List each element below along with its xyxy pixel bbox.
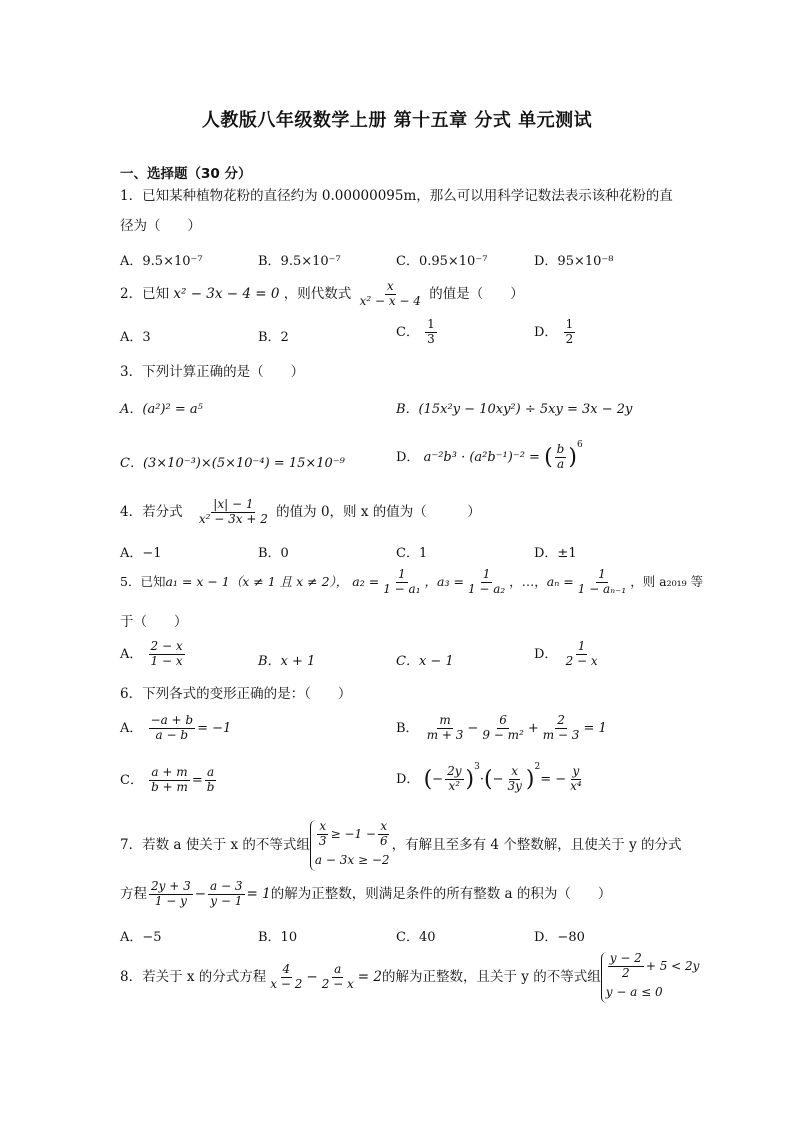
question-6-option-b[interactable] <box>396 714 607 743</box>
question-6-option-d-paren-open-2: ( <box>483 767 493 792</box>
question-6-option-d-fraction-3-denominator: x⁴ <box>570 779 582 793</box>
question-7-equation-fraction-1-denominator: 1 − y <box>154 893 187 908</box>
question-7-equation-fraction-2-numerator: a − 3 <box>210 879 243 893</box>
question-6-option-b-fraction-2-numerator: 6 <box>499 713 507 727</box>
question-7-equation-fraction-2 <box>208 880 244 909</box>
question-5-a1: a₁ = x − 1（x ≠ 1 且 x ≠ 2）， <box>165 573 349 589</box>
question-7-option-d[interactable]: D．−80 <box>534 930 585 945</box>
question-7-inequality-1-mid: ≥ −1 − <box>330 826 376 841</box>
question-4-prefix: 4．若分式 <box>120 503 183 520</box>
question-5-a3-numerator: 1 <box>482 567 491 581</box>
question-2-option-c-label: C． <box>396 324 419 340</box>
question-3-option-d-left-paren: ( <box>544 445 553 470</box>
question-8-prefix: 8．若关于 x 的分式方程 <box>120 968 267 985</box>
question-4-fraction-numerator: |x| − 1 <box>213 497 254 511</box>
question-6-option-b-fraction-1-denominator: m + 3 <box>426 727 464 742</box>
question-8-inequality-1-numerator: y − 2 <box>609 951 642 965</box>
question-3-option-d-right-paren: ) <box>568 445 577 470</box>
question-4-option-d[interactable]: D．±1 <box>534 546 577 561</box>
question-4-fraction-denominator: x² − 3x + 2 <box>198 511 268 526</box>
question-6-option-a-label: A． <box>120 720 143 736</box>
question-5-a3-denominator: 1 − a₂ <box>467 581 506 596</box>
question-7-stem-line1 <box>120 820 682 871</box>
question-6-option-d-label: D． <box>396 772 420 787</box>
question-6-option-d-fraction-3 <box>568 765 584 794</box>
question-2-prefix: 2．已知 <box>120 285 170 302</box>
question-3-stem: 3．下列计算正确的是（ ） <box>120 364 305 380</box>
question-8-mid: 的解为正整数，且关于 y 的不等式组 <box>382 968 601 985</box>
question-6-option-d-sign-1: − <box>432 772 444 787</box>
question-5-option-d-fraction <box>564 640 600 669</box>
question-6-option-b-fraction-2-denominator: 9 − m² <box>482 727 524 742</box>
question-5-dots: ，…， <box>509 573 547 589</box>
question-3-option-d-numerator: b <box>556 442 565 457</box>
question-6-option-d-dot: · <box>479 772 484 787</box>
question-6-option-d-fraction-2-denominator: 3y <box>507 779 522 793</box>
question-5-option-a[interactable] <box>120 640 187 669</box>
question-8-fraction-2-denominator: 2 − x <box>321 976 354 991</box>
question-5-an-fraction <box>576 568 628 597</box>
question-8-operator: − <box>306 968 318 985</box>
question-2-fraction-denominator: x² − x − 4 <box>359 293 421 308</box>
question-7-equation-fraction-1 <box>149 880 193 909</box>
question-3-option-d-expression: a⁻²b³ · (a²b⁻¹)⁻² = <box>423 450 540 465</box>
question-5-option-d-label: D． <box>534 646 558 662</box>
question-1-option-a[interactable]: A．9.5×10⁻⁷ <box>120 254 203 269</box>
question-2-suffix: 的值是（ ） <box>429 285 524 302</box>
question-5-option-d[interactable] <box>534 640 602 669</box>
question-8-inequality-1-rest: + 5 < 2y <box>645 958 700 973</box>
question-6-option-d-sign-2: − <box>492 772 504 787</box>
question-5-an-numerator: 1 <box>598 567 606 581</box>
question-7-option-a[interactable]: A．−5 <box>120 930 162 945</box>
question-2-fraction <box>358 280 423 309</box>
question-6-option-d-paren-open-1: ( <box>423 767 433 792</box>
question-2-option-d[interactable] <box>534 318 577 347</box>
question-8-fraction-1 <box>268 963 304 992</box>
question-5-a2-fraction <box>381 568 422 597</box>
question-6-option-b-fraction-1 <box>425 714 466 743</box>
question-6-option-d-equals: = − <box>540 772 567 787</box>
question-6-option-d[interactable] <box>396 762 586 794</box>
question-2-option-c-denominator: 3 <box>427 331 435 346</box>
question-6-option-a[interactable] <box>120 714 231 743</box>
question-3-option-a[interactable]: A．(a²)² = a⁵ <box>120 402 203 417</box>
question-2-stem <box>120 280 524 309</box>
question-1-option-b[interactable]: B．9.5×10⁻⁷ <box>258 254 341 269</box>
question-6-option-a-denominator: a − b <box>155 727 189 742</box>
question-3-option-d-denominator: a <box>556 457 565 471</box>
question-5-stem-line1 <box>120 568 703 597</box>
question-6-option-d-fraction-3-numerator: y <box>572 764 580 779</box>
question-5-a2-denominator: 1 − a₁ <box>383 581 421 596</box>
question-5-a2-numerator: 1 <box>398 567 406 581</box>
question-3-option-d-fraction <box>555 443 567 472</box>
section-heading: 一、选择题（30 分） <box>120 166 252 182</box>
question-2-option-c-numerator: 1 <box>427 317 435 331</box>
question-8-inequality-system <box>601 952 700 1003</box>
question-6-option-d-exponent-1: 3 <box>474 762 480 772</box>
question-5-a2-lhs: a₂ = <box>352 573 380 589</box>
question-6-option-b-label: B． <box>396 720 419 736</box>
question-5-option-a-label: A． <box>120 646 143 662</box>
question-6-option-d-fraction-1-numerator: 2y <box>447 764 462 779</box>
question-6-option-c-fraction-1-numerator: a + m <box>151 765 188 779</box>
question-1-stem-line1: 1．已知某种植物花粉的直径约为 0.00000095m，那么可以用科学记数法表示该种花粉的直 <box>120 188 673 204</box>
question-6-option-b-fraction-3-numerator: 2 <box>557 713 565 727</box>
question-2-condition: x² − 3x − 4 = 0 <box>173 285 280 302</box>
question-5-an-lhs: aₙ = <box>546 573 574 589</box>
question-5-option-d-numerator: 1 <box>577 639 586 653</box>
question-8-inequality-1-denominator: 2 <box>621 965 630 980</box>
question-6-option-b-operator-1: − <box>467 720 479 736</box>
question-7-equation-rhs: = 1 <box>246 885 271 902</box>
question-3-option-d-exponent: 6 <box>576 440 583 450</box>
question-6-option-a-fraction <box>149 714 196 743</box>
question-6-option-c-fraction-2-numerator: a <box>207 765 215 779</box>
question-5-option-a-fraction <box>149 640 185 669</box>
question-6-option-c-equals: = <box>191 772 203 788</box>
question-4-option-a[interactable]: A．−1 <box>120 546 162 561</box>
question-6-option-c-fraction-1 <box>149 766 190 795</box>
question-6-option-b-operator-2: + <box>527 720 539 736</box>
question-2-option-c[interactable] <box>396 318 439 347</box>
question-7-inequality-2: a − 3x ≥ −2 <box>314 852 390 867</box>
question-7-inequality-1-rhs-denominator: 6 <box>380 833 388 848</box>
question-6-option-d-exponent-2: 2 <box>534 762 541 772</box>
question-3-option-b[interactable]: B．(15x²y − 10xy²) ÷ 5xy = 3x − 2y <box>396 402 633 417</box>
question-5-suffix: ，则 a₂₀₁₉ 等 <box>630 573 704 589</box>
question-6-option-b-fraction-1-numerator: m <box>439 713 451 727</box>
question-4-option-b[interactable]: B．0 <box>258 546 289 561</box>
question-7-option-b[interactable]: B．10 <box>258 930 298 945</box>
question-1-stem-line2: 径为（ ） <box>120 218 201 234</box>
question-6-option-d-fraction-1 <box>445 765 463 794</box>
question-7-suffix: ，有解且至多有 4 个整数解，且使关于 y 的分式 <box>391 836 682 853</box>
question-6-option-b-rhs: = 1 <box>583 720 607 736</box>
question-5-option-b[interactable]: B．x + 1 <box>258 654 316 669</box>
question-7-option-c[interactable]: C．40 <box>396 930 436 945</box>
question-6-option-c-fraction-1-denominator: b + m <box>151 779 188 794</box>
question-6-option-d-fraction-1-denominator: x² <box>448 779 461 793</box>
question-7-line2-prefix: 方程 <box>120 885 147 902</box>
question-3-option-d[interactable] <box>396 440 583 472</box>
question-2-option-d-fraction <box>564 318 576 347</box>
question-6-option-d-fraction-2-numerator: x <box>511 764 519 779</box>
question-5-option-d-denominator: 2 − x <box>565 653 598 668</box>
question-6-option-d-paren-close-1: ) <box>465 767 475 792</box>
question-2-option-d-denominator: 2 <box>565 331 574 346</box>
question-8-stem <box>120 952 699 1003</box>
question-2-option-a[interactable]: A．3 <box>120 330 151 345</box>
question-2-option-b[interactable]: B．2 <box>258 330 289 345</box>
question-8-fraction-2-numerator: a <box>334 962 342 976</box>
question-8-fraction-2 <box>320 963 356 992</box>
question-6-option-c-fraction-2 <box>205 766 217 795</box>
question-8-fraction-1-denominator: x − 2 <box>270 976 303 991</box>
question-7-inequality-system <box>310 820 392 871</box>
question-6-stem: 6．下列各式的变形正确的是：（ ） <box>120 686 352 702</box>
question-7-inequality-1-rhs-fraction <box>378 820 390 849</box>
question-4-suffix: 的值为 0，则 x 的值为（ ） <box>276 503 481 520</box>
question-7-inequality-1 <box>315 820 392 849</box>
question-7-line2-suffix: 的解为正整数，则满足条件的所有整数 a 的积为（ ） <box>270 885 612 902</box>
question-7-inequality-1-lhs-fraction <box>317 820 329 849</box>
question-7-stem-line2 <box>120 880 611 909</box>
question-6-option-a-rhs: = −1 <box>197 720 232 736</box>
question-7-inequality-1-lhs-denominator: 3 <box>318 833 327 848</box>
question-5-a3-fraction <box>466 568 507 597</box>
question-2-option-d-label: D． <box>534 324 558 340</box>
question-6-option-c[interactable] <box>120 766 218 795</box>
question-7-equation-operator: − <box>194 885 207 902</box>
question-2-option-d-numerator: 1 <box>565 317 574 331</box>
question-2-option-c-fraction <box>425 318 437 347</box>
question-6-option-d-paren-close-2: ) <box>525 767 535 792</box>
question-5-an-denominator: 1 − aₙ₋₁ <box>577 581 627 596</box>
question-7-inequality-1-rhs-numerator: x <box>380 819 388 833</box>
question-6-option-d-fraction-2 <box>505 765 523 794</box>
question-5-prefix: 5．已知 <box>120 573 166 589</box>
question-6-option-b-fraction-3 <box>541 714 582 743</box>
question-7-inequality-1-lhs-numerator: x <box>319 819 327 833</box>
question-4-stem <box>120 498 481 527</box>
question-1-option-c[interactable]: C．0.95×10⁻⁷ <box>396 254 488 269</box>
question-8-inequality-1 <box>606 952 700 981</box>
question-8-fraction-1-numerator: 4 <box>282 962 291 976</box>
question-8-inequality-2: y − a ≤ 0 <box>605 984 663 999</box>
page-title: 人教版八年级数学上册 第十五章 分式 单元测试 <box>201 110 593 131</box>
question-5-option-a-numerator: 2 − x <box>150 639 183 653</box>
question-5-option-a-denominator: 1 − x <box>150 653 183 668</box>
question-6-option-a-numerator: −a + b <box>150 713 194 727</box>
question-7-equation-fraction-1-numerator: 2y + 3 <box>151 879 191 893</box>
question-5-option-c[interactable]: C．x − 1 <box>396 654 454 669</box>
question-2-fraction-numerator: x <box>386 279 394 293</box>
question-3-option-c[interactable]: C．(3×10⁻³)×(5×10⁻⁴) = 15×10⁻⁹ <box>120 456 345 471</box>
question-2-mid: ，则代数式 <box>283 285 352 302</box>
question-1-option-d[interactable]: D．95×10⁻⁸ <box>534 254 614 269</box>
question-6-option-b-fraction-2 <box>480 714 526 743</box>
question-5-a3-lhs: ，a₃ = <box>424 573 464 589</box>
question-8-inequality-1-fraction <box>608 952 644 981</box>
question-5-stem-line2: 于（ ） <box>120 614 188 630</box>
question-6-option-b-fraction-3-denominator: m − 3 <box>542 727 580 742</box>
question-6-option-c-fraction-2-denominator: b <box>206 779 215 794</box>
question-7-equation-fraction-2-denominator: y − 1 <box>210 893 243 908</box>
question-4-fraction <box>197 498 270 527</box>
question-4-option-c[interactable]: C．1 <box>396 546 428 561</box>
question-8-rhs: = 2 <box>357 968 382 985</box>
question-3-option-d-label: D． <box>396 450 420 465</box>
question-7-prefix: 7．若数 a 使关于 x 的不等式组 <box>120 836 310 853</box>
question-6-option-c-label: C． <box>120 772 143 788</box>
